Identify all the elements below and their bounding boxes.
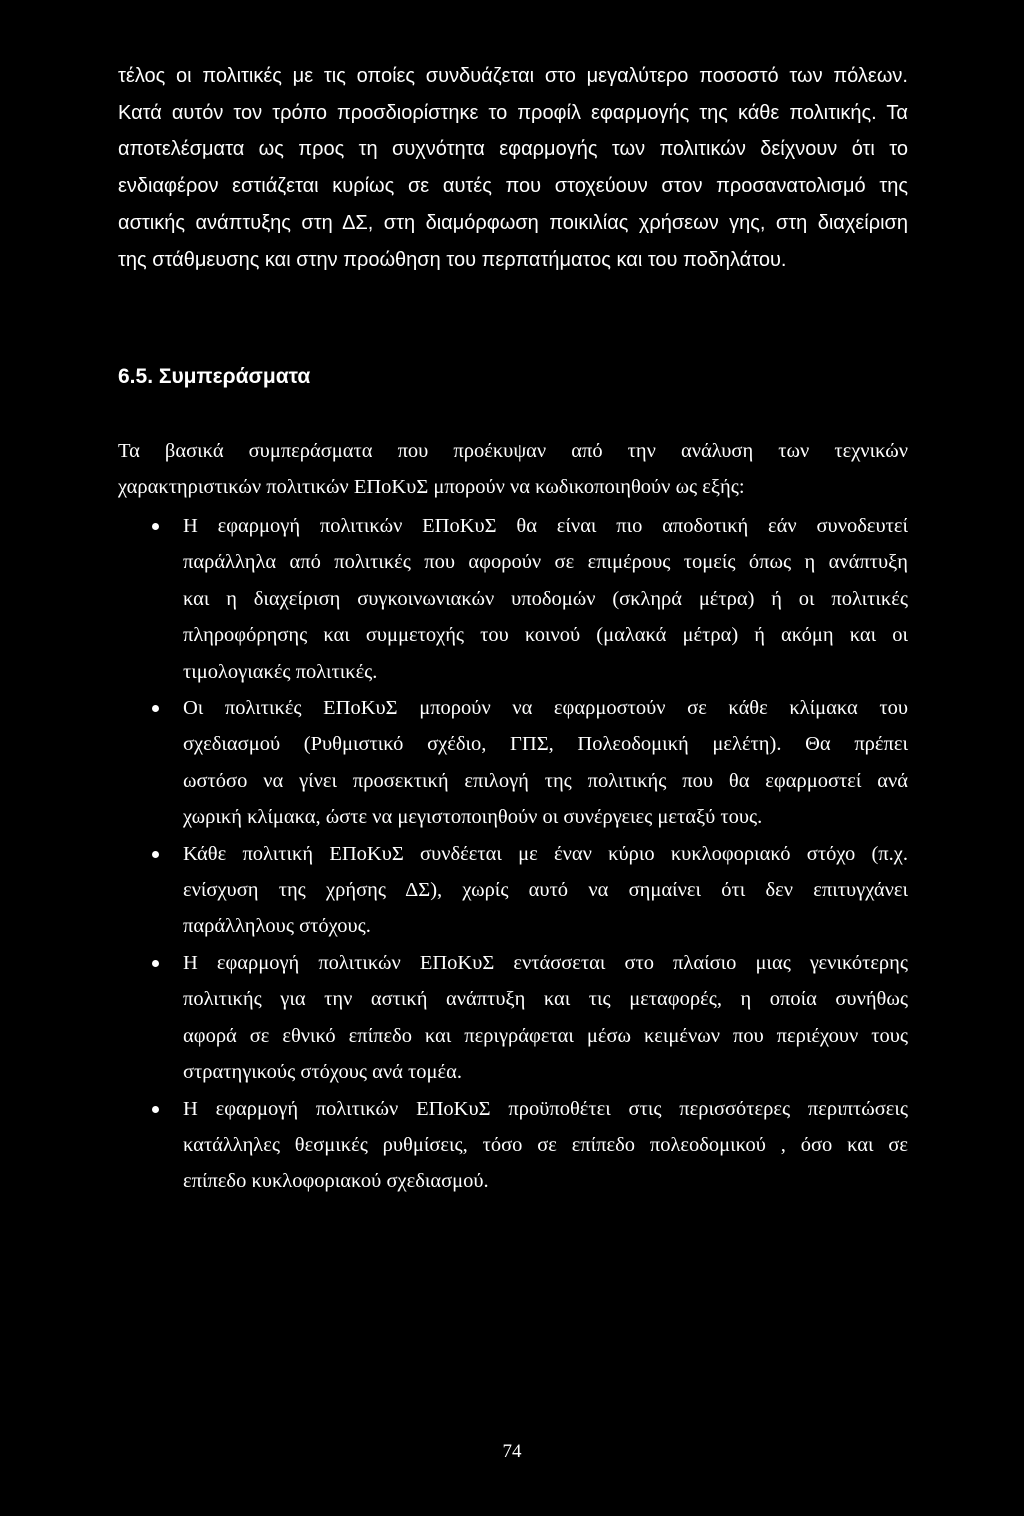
list-item-line: κατάλληλες θεσμικές ρυθμίσεις, τόσο σε επίπεδο πολεοδομικού , όσο και σε — [183, 1133, 908, 1156]
intro-paragraph — [118, 58, 908, 278]
intro-line-4: ενδιαφέρον εστιάζεται κυρίως σε αυτές που στοχεύουν στον προσανατολισμό της — [118, 175, 908, 198]
bullet-icon — [152, 523, 159, 530]
intro-line-2: Κατά αυτόν τον τρόπο προσδιορίστηκε το προφίλ εφαρμογής της κάθε πολιτικής. Τα — [118, 101, 908, 124]
list-item-line: παράλληλους στόχους. — [183, 915, 371, 938]
section-heading: 6.5. Συμπεράσματα — [118, 365, 311, 388]
conclusions-intro-line-1: Τα βασικά συμπεράσματα που προέκυψαν από την ανάλυση των τεχνικών — [118, 440, 908, 462]
bullet-icon — [152, 960, 159, 967]
list-item — [118, 508, 908, 690]
list-item-line: Η εφαρμογή πολιτικών ΕΠοΚυΣ θα είναι πιο αποδοτική εάν συνοδευτεί — [183, 515, 908, 537]
conclusions-intro — [118, 433, 908, 505]
intro-line-3: αποτελέσματα ως προς τη συχνότητα εφαρμογής των πολιτικών δείχνουν ότι το — [118, 138, 908, 161]
list-item-line: Η εφαρμογή πολιτικών ΕΠοΚυΣ εντάσσεται στο πλαίσιο μιας γενικότερης — [183, 951, 908, 974]
list-item-line: Οι πολιτικές ΕΠοΚυΣ μπορούν να εφαρμοστούν σε κάθε κλίμακα του — [183, 697, 908, 720]
conclusions-list — [118, 508, 908, 1200]
bullet-icon — [152, 705, 159, 712]
list-item-line: παράλληλα από πολιτικές που αφορούν σε επιμέρους τομείς όπως η ανάπτυξη — [183, 551, 908, 574]
list-item-line: πολιτικής για την αστική ανάπτυξη και τις μεταφορές, η οποία συνήθως — [183, 988, 908, 1011]
list-item-line: ωστόσο να γίνει προσεκτική επιλογή της πολιτικής που θα εφαρμοστεί ανά — [183, 769, 908, 792]
list-item — [118, 690, 908, 836]
list-item-line: αφορά σε εθνικό επίπεδο και περιγράφεται μέσω κειμένων που περιέχουν τους — [183, 1024, 908, 1047]
list-item-line: στρατηγικούς στόχους ανά τομέα. — [183, 1061, 462, 1084]
list-item-line: πληροφόρησης και συμμετοχής του κοινού (μαλακά μέτρα) ή ακόμη και οι — [183, 624, 908, 647]
list-item-line: Κάθε πολιτική ΕΠοΚυΣ συνδέεται με έναν κύριο κυκλοφοριακό στόχο (π.χ. — [183, 842, 908, 865]
list-item — [118, 836, 908, 945]
list-item-line: και η διαχείριση συγκοινωνιακών υποδομών (σκληρά μέτρα) ή οι πολιτικές — [183, 587, 908, 610]
list-item — [118, 945, 908, 1091]
list-item — [118, 1091, 908, 1200]
page-number: 74 — [502, 1441, 522, 1462]
list-item-line: τιμολογιακές πολιτικές. — [183, 660, 378, 683]
conclusions-intro-line-2: χαρακτηριστικών πολιτικών ΕΠοΚυΣ μπορούν να κωδικοποιηθούν ως εξής: — [118, 476, 745, 498]
list-item-line: χωρική κλίμακα, ώστε να μεγιστοποιηθούν οι συνέργειες μεταξύ τους. — [183, 806, 763, 829]
bullet-icon — [152, 1106, 159, 1113]
intro-line-6: της στάθμευσης και στην προώθηση του περπατήματος και του ποδηλάτου. — [118, 248, 787, 271]
intro-line-1: τέλος οι πολιτικές με τις οποίες συνδυάζεται στο μεγαλύτερο ποσοστό των πόλεων. — [118, 65, 908, 87]
list-item-line: ενίσχυση της χρήσης ΔΣ), χωρίς αυτό να σημαίνει ότι δεν επιτυγχάνει — [183, 879, 908, 902]
bullet-icon — [152, 851, 159, 858]
list-item-line: σχεδιασμού (Ρυθμιστικό σχέδιο, ΓΠΣ, Πολεοδομική μελέτη). Θα πρέπει — [183, 733, 908, 756]
intro-line-5: αστικής ανάπτυξης στη ΔΣ, στη διαμόρφωση ποικιλίας χρήσεων γης, στη διαχείριση — [118, 211, 908, 234]
list-item-line: επίπεδο κυκλοφοριακού σχεδιασμού. — [183, 1170, 489, 1193]
list-item-line: Η εφαρμογή πολιτικών ΕΠοΚυΣ προϋποθέτει στις περισσότερες περιπτώσεις — [183, 1097, 908, 1120]
